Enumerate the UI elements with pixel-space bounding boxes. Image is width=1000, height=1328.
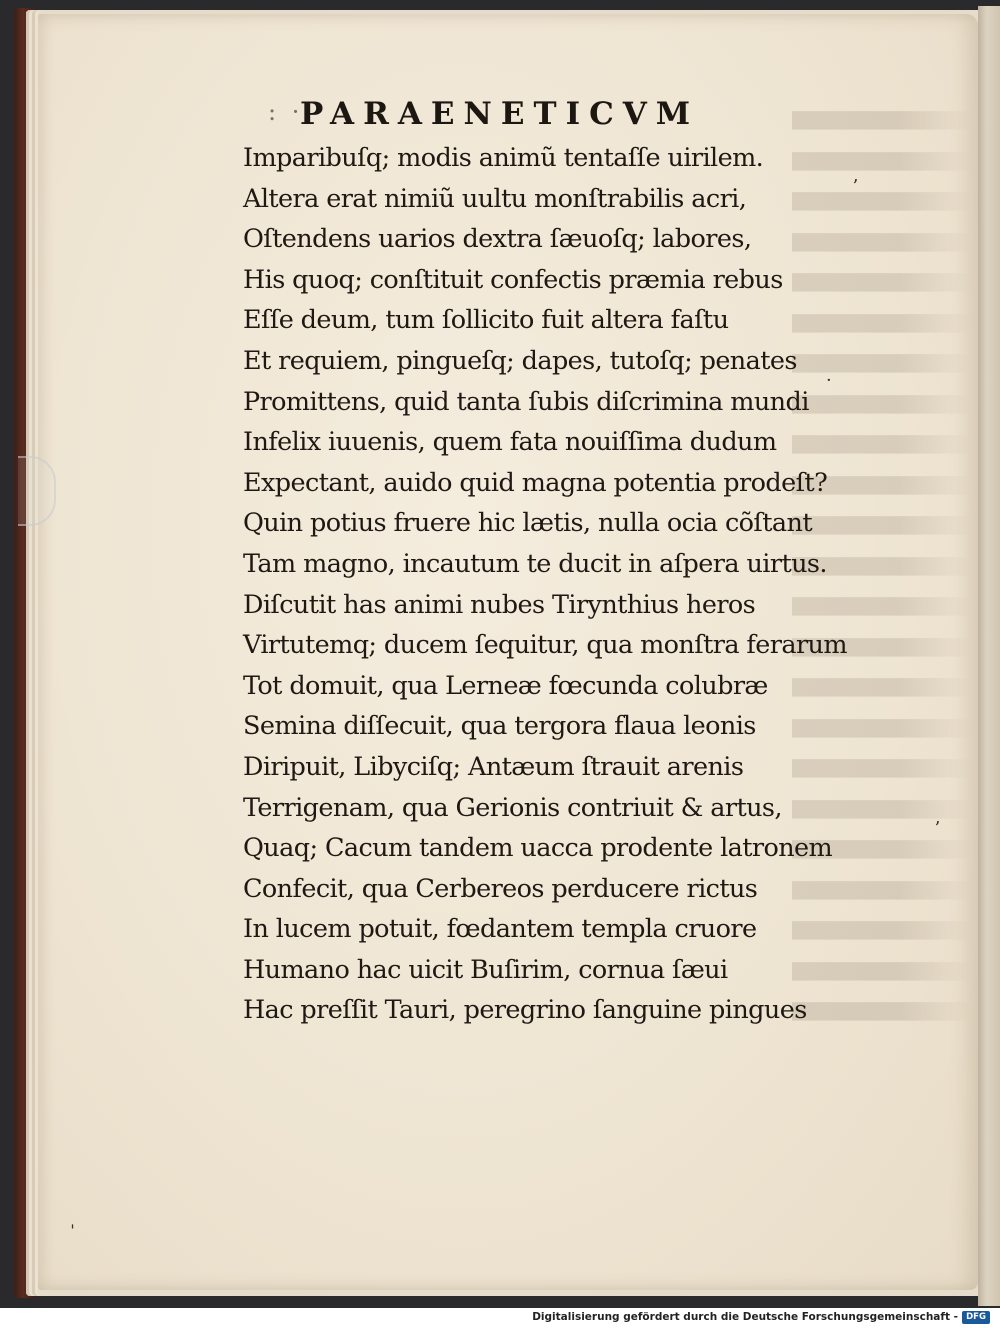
verse-block xyxy=(243,138,847,1031)
verse-line: Quaq; Cacum tandem uacca prodente latronem xyxy=(243,833,833,864)
verse-line: Promittens, quid tanta ſubis diſcrimina mundi xyxy=(243,386,809,417)
verse-line: Semina diſſecuit, qua tergora flaua leonis xyxy=(243,711,756,742)
verse-line: His quoq; conſtituit confectis præmia rebus xyxy=(243,264,783,295)
verse-line: Oſtendens uarios dextra ſæuoſq; labores, xyxy=(243,224,752,255)
footer-bar xyxy=(0,1308,1000,1328)
verse-line: Tam magno, incautum te ducit in aſpera uirtus. xyxy=(243,548,827,579)
verse-line: Confecit, qua Cerbereos perducere rictus xyxy=(243,873,758,904)
verse-line: Altera erat nimiũ uultu monſtrabilis acri, xyxy=(243,183,747,214)
funding-credit: Digitalisierung gefördert durch die Deutsche Forschungsgemeinschaft - xyxy=(532,1311,958,1323)
ornament-dots: : · xyxy=(268,98,304,126)
margin-mark: ʼ xyxy=(934,818,940,839)
page-clip xyxy=(18,456,56,526)
verse-line: Diſcutit has animi nubes Tirynthius heros xyxy=(243,589,756,620)
verse-line: Diripuit, Libyciſq; Antæum ſtrauit arenis xyxy=(243,751,744,782)
margin-mark: · xyxy=(826,370,832,391)
margin-mark: ˈ xyxy=(70,1222,75,1243)
verse-line: Hac preſſit Tauri, peregrino ſanguine pingues xyxy=(243,995,807,1026)
margin-mark: ʼ xyxy=(852,176,858,197)
verse-line: Infelix iuuenis, quem fata nouiſſima dudum xyxy=(243,427,777,458)
dfg-logo-icon: DFG xyxy=(962,1311,990,1324)
verse-line: Imparibuſq; modis animũ tentaſſe uirilem. xyxy=(243,143,764,173)
verse-line: Eſſe deum, tum ſollicito fuit altera faſtu xyxy=(243,305,729,336)
verse-line: Humano hac uicit Buſirim, cornua ſæui xyxy=(243,954,728,985)
verse-line: Et requiem, pingueſq; dapes, tutoſq; penates xyxy=(243,345,797,376)
verse-line: Quin potius fruere hic lætis, nulla ocia cõſtant xyxy=(243,508,812,539)
verse-line: In lucem potuit, fœdantem templa cruore xyxy=(243,914,757,945)
verse-line: Tot domuit, qua Lerneæ fœcunda colubræ xyxy=(243,670,768,701)
verse-line: Expectant, auido quid magna potentia prodeſt? xyxy=(243,467,828,498)
running-head: PARAENETICVM xyxy=(300,96,700,132)
facing-page-edge xyxy=(978,6,1000,1306)
verse-line: Virtutemq; ducem ſequitur, qua monſtra ferarum xyxy=(243,630,847,661)
verse-line: Terrigenam, qua Gerionis contriuit & artus, xyxy=(243,792,782,823)
